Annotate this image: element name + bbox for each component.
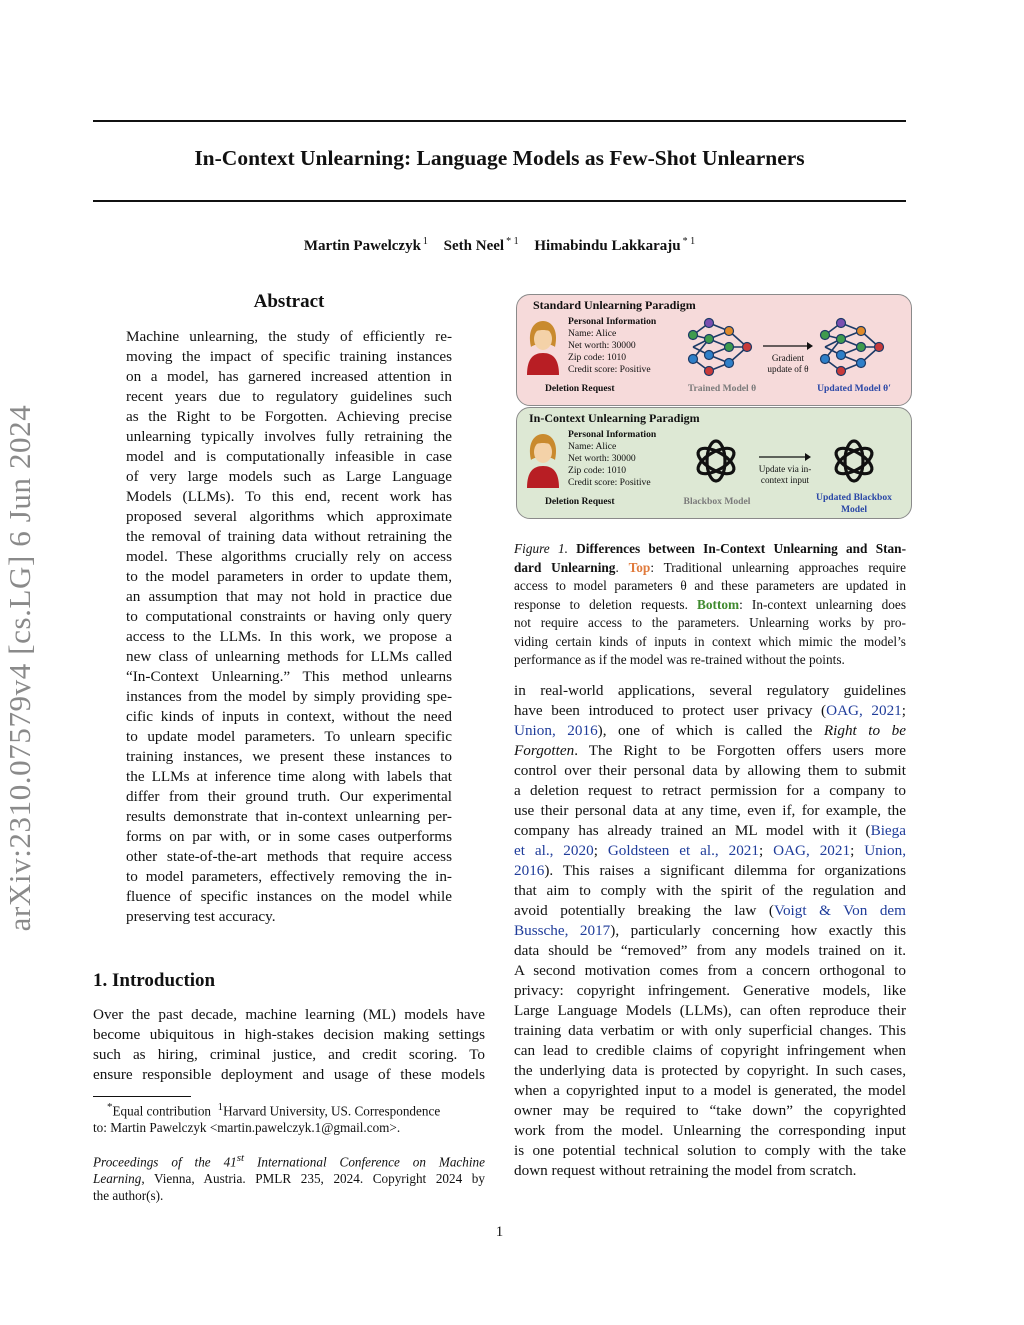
intro-line: ensure responsible deployment and usage of these models: [93, 1066, 485, 1083]
intro-line: such as hiring, criminal justice, and credit scoring. To: [93, 1046, 485, 1063]
abstract-line: new class of unlearning methods for LLMs called: [126, 648, 452, 665]
body-line: et al., 2020; Goldsteen et al., 2021; OAG, 2021; Union,: [514, 842, 906, 859]
right-column-body: [514, 681, 906, 1181]
title-rule-bottom: [93, 200, 906, 202]
gradient-update-label: Gradient update of θ: [767, 353, 809, 374]
body-line: down request without retraining the model from scratch.: [514, 1162, 857, 1179]
author-list: [93, 236, 906, 255]
updated-model-label: Updated Model θ′: [817, 383, 891, 394]
updated-blackbox-label: Updated Blackbox Model: [816, 492, 892, 515]
abstract-line: to update model parameters. To unlearn specific: [126, 728, 452, 745]
figure-panel-in-context: [516, 407, 912, 519]
citation-link[interactable]: 2016: [514, 862, 545, 879]
info-line: Zip code: 1010: [568, 352, 627, 363]
page-number: 1: [495, 1224, 504, 1240]
abstract-line: “In-Context Unlearning.” This method unlearns: [126, 668, 452, 685]
abstract-line: to model parameters, effectively removing the in-: [126, 868, 452, 885]
info-line: Credit score: Positive: [568, 477, 651, 488]
person-icon: [521, 319, 565, 375]
info-line: Name: Alice: [568, 441, 617, 452]
info-line: Net worth: 30000: [568, 453, 636, 464]
abstract-line: the removal of training data without retraining the: [126, 528, 452, 545]
caption-line: dard Unlearning. Top: Traditional unlearning approaches require: [514, 559, 906, 575]
abstract-line: forms on par with, or in some cases outperforms: [126, 828, 452, 845]
body-line: company has already trained an ML model with it (Biega: [514, 822, 906, 839]
author: Seth Neel $^{* 1}$: [443, 236, 519, 254]
figure-panel-standard: [516, 294, 912, 406]
abstract-line: of very large models such as Large Language: [126, 468, 452, 485]
abstract-line: preserving test accuracy.: [126, 908, 276, 925]
paper-title: In-Context Unlearning: Language Models as Few-Shot Unlearners: [194, 146, 805, 170]
abstract-line: proposed several algorithms which approximate: [126, 508, 452, 525]
caption-line: viding certain kinds of inputs in context which mimic the model’s: [514, 633, 906, 649]
info-label: Personal Information: [568, 429, 657, 440]
abstract-heading: Abstract: [253, 291, 325, 312]
citation-link[interactable]: OAG, 2021: [773, 842, 851, 859]
deletion-request-label: Deletion Request: [545, 383, 615, 394]
body-line: in real-world applications, several regulatory guidelines: [514, 682, 906, 699]
citation-link[interactable]: Voigt & Von dem: [773, 902, 906, 919]
body-line: work from the model. Unlearning the corresponding input: [514, 1122, 906, 1139]
body-line: avoid potentially breaking the law (Voigt & Von dem: [514, 902, 906, 919]
info-line: Credit score: Positive: [568, 364, 651, 375]
body-line: is one potential technical solution to comply with the take: [514, 1142, 906, 1159]
caption-line: response to deletion requests. Bottom: In-context unlearning does: [514, 596, 906, 612]
abstract-line: model. These algorithms crucially rely on access: [126, 548, 452, 565]
citation-link[interactable]: OAG, 2021: [826, 702, 902, 719]
abstract-line: fluence of specific instances on the model while: [126, 888, 452, 905]
abstract-line: Machine unlearning, the study of efficiently re-: [126, 328, 452, 345]
abstract-line: instances from the model by simply providing spe-: [126, 688, 452, 705]
neural-network-icon: [819, 317, 885, 377]
citation-link[interactable]: Goldsteen et al., 2021: [607, 842, 759, 859]
abstract-line: on a model, has garnered increased attention in: [126, 368, 452, 385]
citation-link[interactable]: Bussche, 2017: [514, 922, 611, 939]
body-line: Forgotten. The Right to be Forgotten offers users more: [514, 742, 906, 759]
footnote: [93, 1099, 485, 1136]
abstract-line: as the Right to be Forgotten. Achieving precise: [126, 408, 452, 425]
body-line: privacy: copyright infringement. Generative models, like: [514, 982, 906, 999]
title-rule-top: [93, 120, 906, 122]
proceedings-note: [93, 1150, 485, 1204]
citation-link[interactable]: et al., 2020: [514, 842, 594, 859]
author: Martin Pawelczyk $^1$: [303, 236, 428, 254]
section-heading-introduction: 1. Introduction: [93, 970, 216, 991]
author: Himabindu Lakkaraju $^{* 1}$: [534, 236, 696, 254]
personal-info: [568, 429, 656, 489]
abstract-line: to computational constraints or having only query: [126, 608, 452, 625]
body-line: that aim to comply with the spirit of the regulation and: [514, 882, 906, 899]
trained-model-label: Trained Model θ: [687, 383, 757, 394]
citation-link[interactable]: Union, 2016: [514, 722, 598, 739]
abstract-line: moving the impact of specific training instances: [126, 348, 452, 365]
body-line: 2016). This raises a significant dilemma for organizations: [514, 862, 906, 879]
panel-title: In-Context Unlearning Paradigm: [529, 411, 700, 425]
abstract-line: other state-of-the-art methods that require access: [126, 848, 452, 865]
abstract-body: [126, 327, 452, 927]
body-line: can lead to credible claims of copyright infringement when: [514, 1042, 906, 1059]
abstract-line: an assumption that may not hold in practice due: [126, 588, 452, 605]
body-line: owner may be required to “take down” the copyrighted: [514, 1102, 906, 1119]
abstract-line: the LLMs at inference time along with labels that: [126, 768, 452, 785]
info-line: Zip code: 1010: [568, 465, 627, 476]
abstract-line: results demonstrate that in-context unlearning per-: [126, 808, 452, 825]
panel-title: Standard Unlearning Paradigm: [533, 298, 696, 312]
abstract-line: recent years due to regulatory guidelines such: [126, 388, 452, 405]
blackbox-model-label: Blackbox Model: [683, 496, 751, 507]
body-line: a deletion request to retract permission for a company to: [514, 782, 906, 799]
abstract-line: cific kinds of inputs in context, without the need: [126, 708, 452, 725]
personal-info: [568, 316, 656, 376]
introduction-body: [93, 1005, 485, 1085]
abstract-line: unlearning typically involves fully retraining the: [126, 428, 452, 445]
arrow-icon: [763, 342, 813, 350]
abstract-line: access to the LLMs. In this work, we propose a: [126, 628, 452, 645]
body-line: control over their personal data by allowing them to submit: [514, 762, 906, 779]
abstract-line: training instances, we present these instances to: [126, 748, 452, 765]
figure-caption: [514, 540, 906, 670]
body-line: Large Language Models (LLMs), can often reproduce their: [514, 1002, 906, 1019]
caption-line: performance as if the model was re-trained without the points.: [514, 652, 845, 667]
deletion-request-label: Deletion Request: [545, 496, 615, 507]
abstract-line: differ from their ground truth. Our experimental: [126, 788, 452, 805]
info-label: Personal Information: [568, 316, 657, 327]
body-line: data should be “removed” from any models trained on it.: [514, 942, 906, 959]
proceedings-line: Proceedings of the 41st International Conference on Machine: [93, 1152, 485, 1170]
blackbox-model-logo-icon: [689, 434, 743, 488]
body-line: training data verbatim or with only superficial changes. This: [514, 1022, 906, 1039]
abstract-line: Models (LLMs). To this end, recent work has: [126, 488, 452, 505]
caption-line: not require access to the parameters. Unlearning works by pro-: [514, 615, 906, 630]
in-context-update-label: Update via in- context input: [758, 464, 812, 485]
person-icon: [521, 432, 565, 488]
citation-link[interactable]: Biega: [870, 822, 906, 839]
intro-line: Over the past decade, machine learning (ML) models have: [93, 1006, 485, 1023]
citation-link[interactable]: Union,: [864, 842, 906, 859]
body-line: use their personal data at any time, even if, for example, the: [514, 802, 906, 819]
abstract-line: model and is computationally infeasible in case: [126, 448, 452, 465]
footnote-rule: [93, 1096, 191, 1097]
caption-line: Figure 1. Differences between In-Context Unlearning and Stan-: [514, 541, 906, 556]
arxiv-identifier[interactable]: arXiv:2310.07579v4 [cs.LG] 6 Jun 2024: [2, 404, 37, 932]
intro-line: become ubiquitous in high-stakes decision making settings: [93, 1026, 485, 1043]
blackbox-model-logo-icon: [827, 434, 881, 488]
body-line: A second motivation comes from a concern orthogonal to: [514, 962, 906, 979]
proceedings-line: Learning, Vienna, Austria. PMLR 235, 2024. Copyright 2024 by: [93, 1171, 485, 1187]
info-line: Name: Alice: [568, 328, 617, 339]
footnote-line: *Equal contribution $^1$Harvard University, US. Correspondence: [107, 1101, 441, 1119]
info-line: Net worth: 30000: [568, 340, 636, 351]
body-line: Bussche, 2017), particularly concerning how exactly this: [514, 922, 906, 939]
proceedings-line: the author(s).: [93, 1188, 164, 1204]
body-line: have been introduced to protect user privacy (OAG, 2021;: [514, 702, 906, 719]
body-line: when a copyrighted input to a model is generated, the model: [514, 1082, 906, 1099]
caption-line: access to model parameters θ and these parameters are updated in: [514, 578, 906, 593]
footnote-line: to: Martin Pawelczyk <martin.pawelczyk.1@gmail.com>.: [93, 1120, 401, 1136]
body-line: the underlying data is protected by copyright. In such cases,: [514, 1062, 906, 1079]
abstract-line: to the model parameters in order to update them,: [126, 568, 452, 585]
body-line: Union, 2016), one of which is called the Right to be: [514, 722, 906, 739]
neural-network-icon: [687, 317, 753, 377]
arrow-icon: [759, 453, 811, 461]
